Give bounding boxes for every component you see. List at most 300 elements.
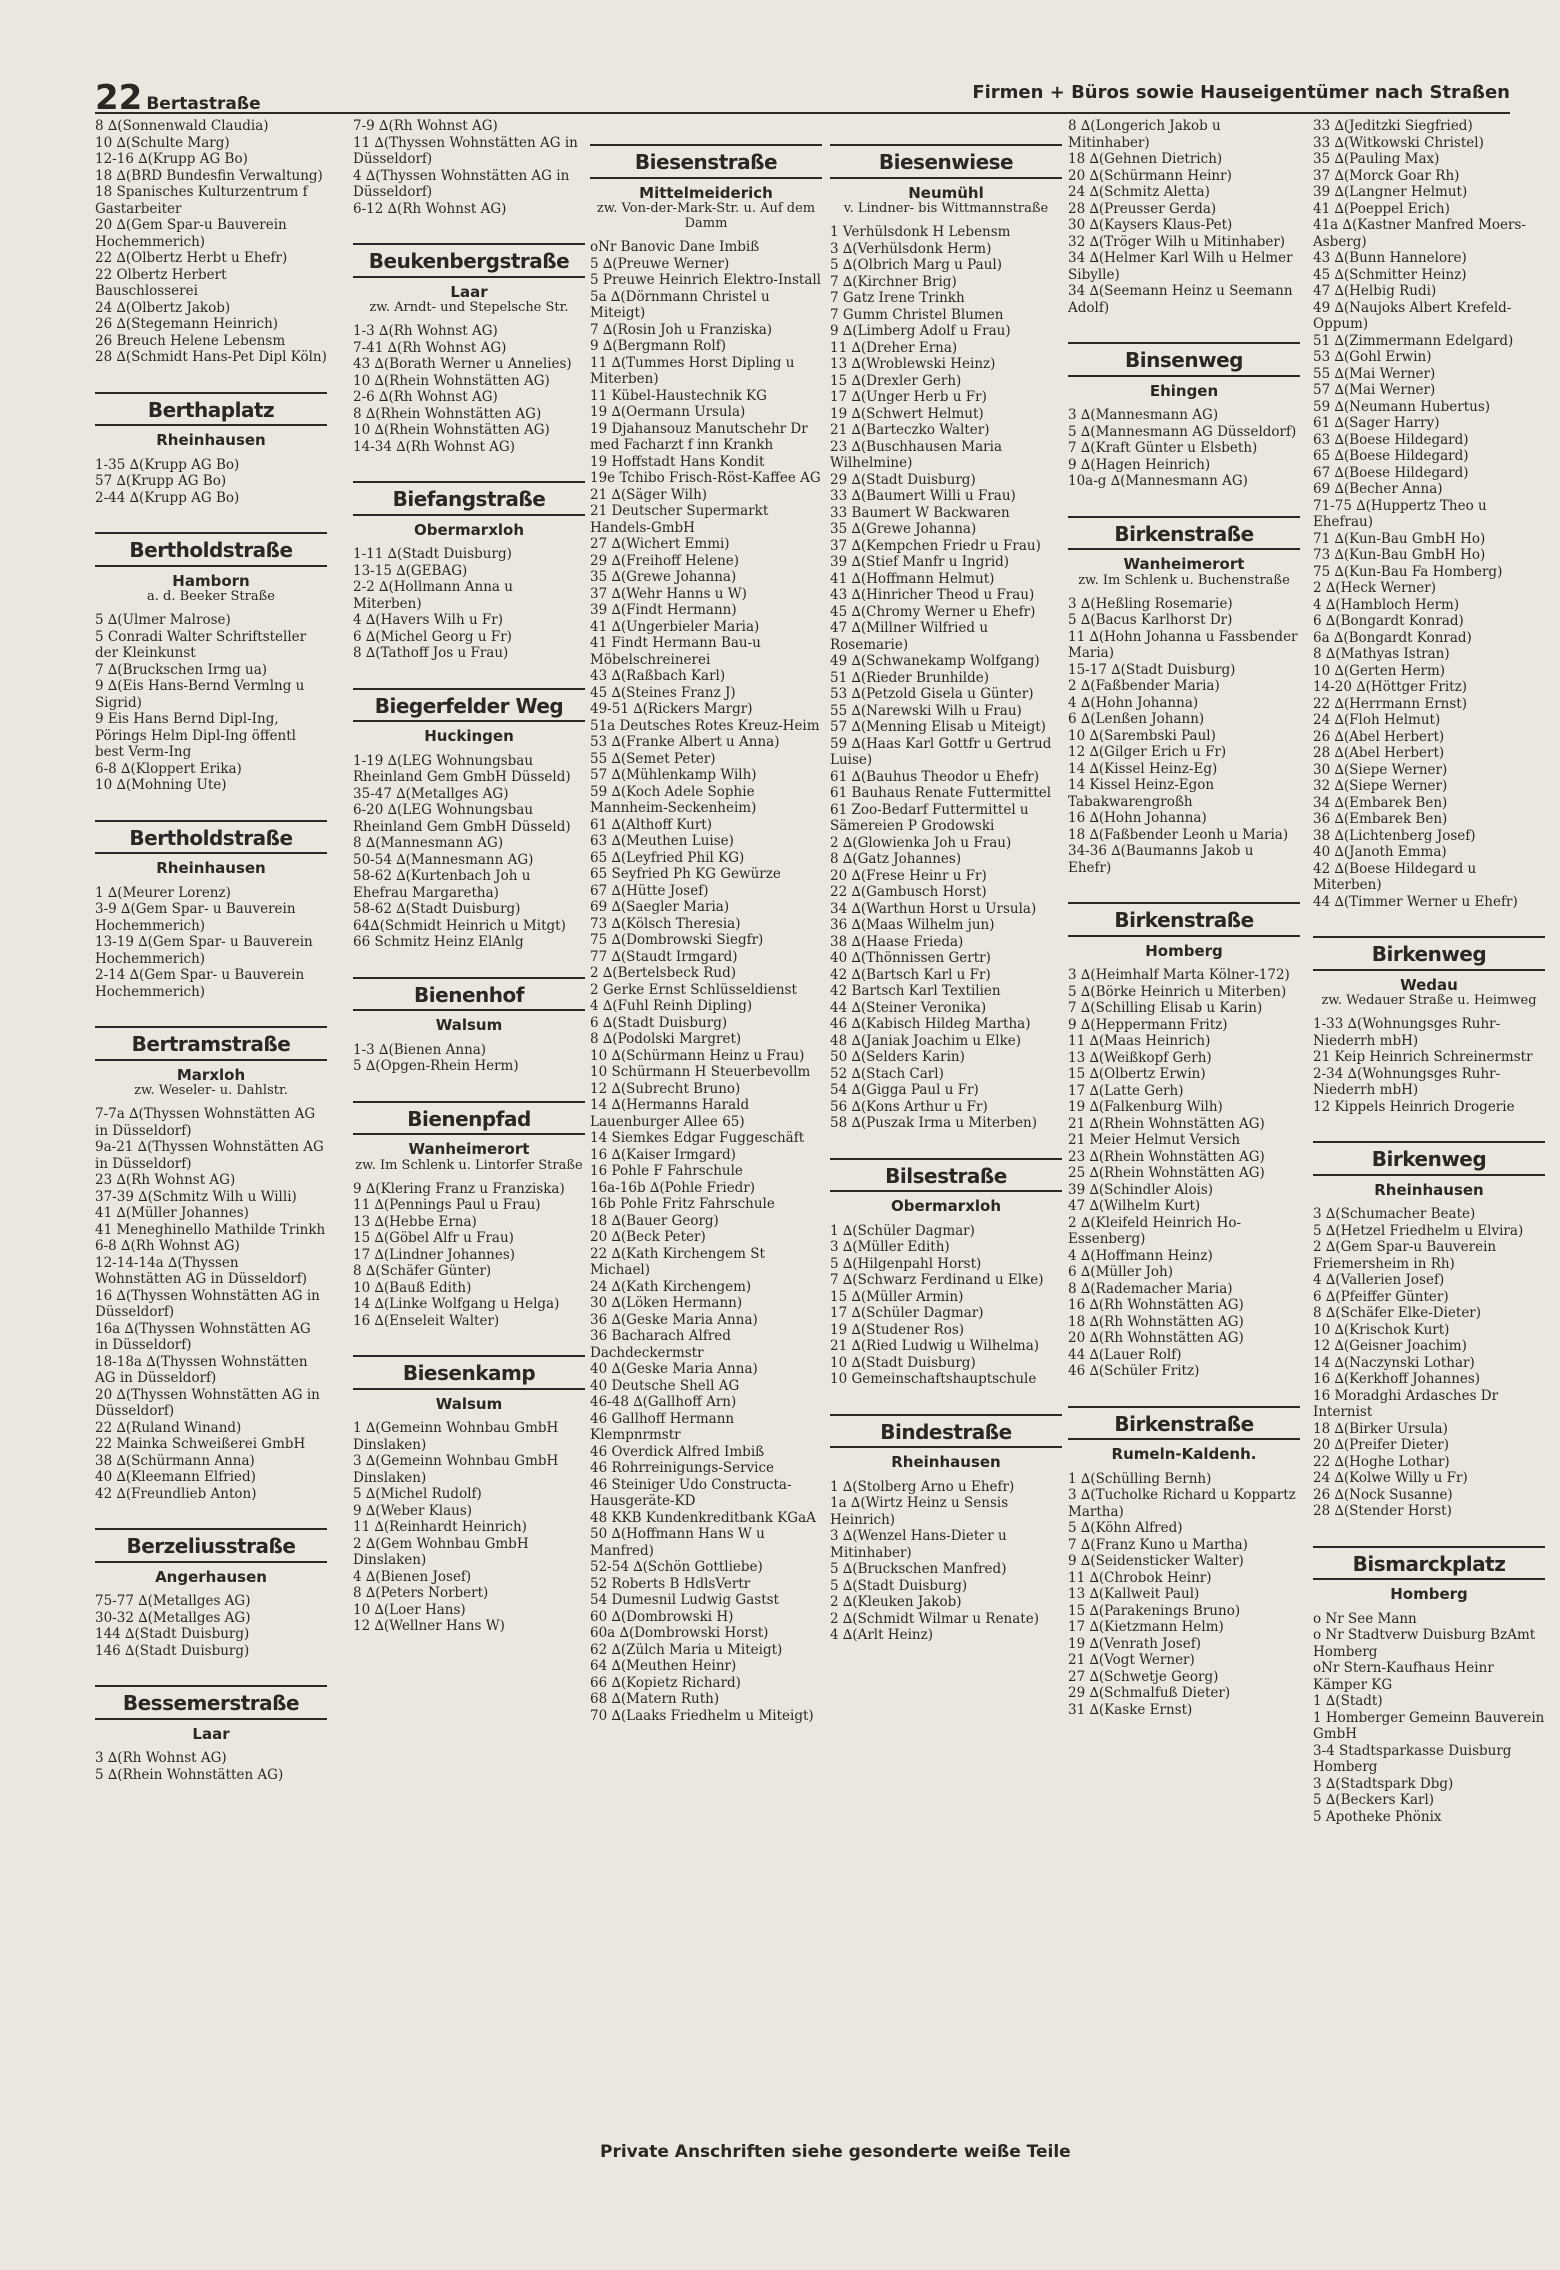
street-title: Birkenstraße [1068, 1406, 1300, 1441]
directory-entry: 7 Gatz Irene Trinkh [830, 290, 965, 306]
directory-entry: 7 ∆(Bruckschen Irmg ua) [95, 661, 268, 678]
directory-entry: 31 ∆(Kaske Ernst) [1068, 1701, 1193, 1718]
directory-entry: 18-18a ∆(Thyssen Wohnstätten AG in Düsseldorf) [95, 1353, 308, 1386]
directory-entry: 18 Spanisches Kulturzentrum f Gastarbeiter [95, 184, 308, 217]
directory-entry: 61 ∆(Bauhus Theodor u Ehefr) [830, 768, 1040, 785]
directory-entry: 41a ∆(Kastner Manfred Moers-Asberg) [1313, 217, 1526, 250]
directory-entry: 10 ∆(Bauß Edith) [353, 1279, 472, 1296]
spacer [95, 449, 327, 457]
directory-entry: 40 ∆(Thönnissen Gertr) [830, 950, 991, 966]
directory-entry: 46-48 ∆(Gallhoff Arn) [590, 1394, 737, 1410]
column [1313, 118, 1545, 1831]
directory-entry: 14-20 ∆(Höttger Fritz) [1313, 679, 1467, 695]
directory-entry: 4 ∆(Hohn Johanna) [1068, 694, 1199, 711]
directory-entry: 67 ∆(Hütte Josef) [590, 882, 709, 899]
directory-entry: 42 Bartsch Karl Textilien [830, 983, 1001, 999]
directory-entry: oNr Stern-Kaufhaus Heinr Kämper KG [1313, 1660, 1494, 1693]
directory-entry: 36 ∆(Geske Maria Anna) [590, 1311, 758, 1328]
street-title: Beukenbergstraße [353, 243, 585, 278]
directory-entry: 45 ∆(Chromy Werner u Ehefr) [830, 603, 1036, 620]
directory-entry: 26 ∆(Nock Susanne) [1313, 1486, 1453, 1503]
directory-entry: 30 ∆(Kaysers Klaus-Pet) [1068, 217, 1233, 233]
directory-entry: 14 Kissel Heinz-Egon Tabakwarengroßh [1068, 777, 1215, 810]
street-block [353, 481, 585, 662]
directory-entry: 18 ∆(Rh Wohnstätten AG) [1068, 1313, 1244, 1330]
spacer [353, 745, 585, 753]
street-block [590, 144, 822, 1724]
street-title: Biesenwiese [830, 144, 1062, 179]
directory-entry: 35 ∆(Pauling Max) [1313, 151, 1440, 167]
directory-entry: 11 ∆(Reinhardt Heinrich) [353, 1519, 527, 1535]
directory-entry: 75 ∆(Dombrowski Siegfr) [590, 932, 764, 948]
street-range: a. d. Beeker Straße [147, 589, 275, 604]
directory-entry: 20 ∆(Gem Spar-u Bauverein Hochemmerich) [95, 217, 287, 250]
directory-entry: 17 ∆(Schüler Dagmar) [830, 1305, 984, 1321]
directory-entry: 20 ∆(Frese Heinr u Fr) [830, 867, 987, 884]
directory-entry: 15 ∆(Olbertz Erwin) [1068, 1066, 1206, 1082]
directory-entry: 21 ∆(Säger Wilh) [590, 486, 708, 503]
street-range: zw. Von-der-Mark-Str. u. Auf dem Damm [596, 201, 816, 231]
directory-entry: 41 ∆(Ungerbieler Maria) [590, 618, 760, 635]
directory-entry: 13 ∆(Wroblewski Heinz) [830, 356, 996, 372]
directory-entry: 2 ∆(Schmidt Wilmar u Renate) [830, 1610, 1039, 1627]
district-name: Walsum [435, 1394, 503, 1413]
street-block [95, 532, 327, 794]
directory-entry: 9 ∆(Klering Franz u Franziska) [353, 1180, 565, 1197]
directory-entry: 3 ∆(Heimhalf Marta Kölner-172) [1068, 967, 1290, 983]
directory-entry: 3 ∆(Gemeinn Wohnbau GmbH Dinslaken) [353, 1453, 559, 1486]
directory-entry: 1 Verhülsdonk H Lebensm [830, 224, 1011, 240]
directory-entry: 60a ∆(Dombrowski Horst) [590, 1625, 769, 1641]
directory-entry: 1 ∆(Meurer Lorenz) [95, 884, 231, 901]
directory-entry: 10 Gemeinschaftshauptschule [830, 1371, 1037, 1387]
street-title: Birkenstraße [1068, 902, 1300, 937]
directory-entry: 71 ∆(Kun-Bau GmbH Ho) [1313, 530, 1486, 547]
spacer [830, 1215, 1062, 1223]
directory-entry: 5a ∆(Dörnmann Christel u Miteigt) [590, 288, 770, 321]
directory-entry: 12 ∆(Geisner Joachim) [1313, 1338, 1467, 1354]
directory-entry: 21 Deutscher Supermarkt Handels-GmbH [590, 503, 769, 536]
directory-entry: 28 ∆(Preusser Gerda) [1068, 200, 1217, 217]
directory-entry: 5 ∆(Olbrich Marg u Paul) [830, 257, 1002, 273]
directory-entry: 14 ∆(Kissel Heinz-Eg) [1068, 760, 1218, 777]
directory-entry: 7 Gumm Christel Blumen [830, 306, 1004, 323]
street-block [353, 118, 585, 217]
district-name: Neumühl [908, 183, 984, 202]
directory-entry: 5 ∆(Preuwe Werner) [590, 255, 730, 272]
directory-entry: 2 ∆(Glowienka Joh u Frau) [830, 834, 1012, 851]
district-name: Obermarxloh [413, 520, 524, 539]
directory-entry: 1-3 ∆(Bienen Anna) [353, 1041, 487, 1058]
directory-entry: 53 ∆(Petzold Gisela u Günter) [830, 686, 1034, 702]
footer-note: Private Anschriften siehe gesonderte weiße Teile [600, 2142, 1071, 2162]
directory-entry: 7-41 ∆(Rh Wohnst AG) [353, 339, 507, 356]
directory-entry: 24 ∆(Floh Helmut) [1313, 712, 1441, 728]
directory-entry: 51 ∆(Zimmermann Edelgard) [1313, 332, 1514, 349]
directory-entry: 66 Schmitz Heinz ElAnlg [353, 934, 524, 950]
directory-entry: 46 Gallhoff Hermann Klempnrmstr [590, 1410, 735, 1443]
directory-entry: 19 Djahansouz Manutschehr Dr med Facharzt f inn Krankh [590, 420, 808, 453]
directory-entry: 19 ∆(Venrath Josef) [1068, 1635, 1201, 1652]
directory-entry: 1-19 ∆(LEG Wohnungsbau Rheinland Gem GmbH Düsseld) [353, 752, 571, 785]
directory-entry: 15 ∆(Müller Armin) [830, 1288, 964, 1305]
street-title: Bertholdstraße [95, 532, 327, 567]
district-name: Obermarxloh [890, 1197, 1001, 1215]
street-title: Bienenhof [353, 977, 585, 1012]
directory-entry: 9 ∆(Hagen Heinrich) [1068, 456, 1211, 473]
directory-entry: 16 ∆(Rh Wohnstätten AG) [1068, 1297, 1244, 1313]
directory-entry: 6a ∆(Bongardt Konrad) [1313, 629, 1472, 646]
directory-entry: 8 ∆(Sonnenwald Claudia) [95, 118, 269, 134]
directory-entry: 26 ∆(Abel Herbert) [1313, 728, 1445, 745]
directory-entry: 16a-16b ∆(Pohle Friedr) [590, 1179, 756, 1196]
directory-entry: 6 ∆(Müller Joh) [1068, 1264, 1173, 1280]
spacer [95, 1585, 327, 1593]
directory-entry: 7-9 ∆(Rh Wohnst AG) [353, 118, 498, 134]
directory-entry: 1a ∆(Wirtz Heinz u Sensis Heinrich) [830, 1495, 1009, 1528]
directory-entry: 8 ∆(Mathyas Istran) [1313, 646, 1450, 662]
street-block [353, 977, 585, 1075]
street-block [353, 1101, 585, 1330]
spacer [1313, 1198, 1545, 1206]
directory-entry: 8 ∆(Rhein Wohnstätten AG) [353, 405, 542, 422]
directory-entry: 60 ∆(Dombrowski H) [590, 1608, 734, 1625]
directory-entry: 3 ∆(Mannesmann AG) [1068, 407, 1219, 423]
directory-entry: 21 ∆(Barteczko Walter) [830, 422, 990, 438]
directory-entry: 63 ∆(Meuthen Luise) [590, 833, 734, 849]
street-title: Bertholdstraße [95, 820, 327, 855]
directory-entry: 24 ∆(Kolwe Willy u Fr) [1313, 1470, 1468, 1486]
column [95, 118, 327, 1789]
directory-entry: 2-14 ∆(Gem Spar- u Bauverein Hochemmerich) [95, 967, 305, 1000]
directory-entry: 25 ∆(Rhein Wohnstätten AG) [1068, 1165, 1265, 1181]
directory-entry: 34 ∆(Seemann Heinz u Seemann Adolf) [1068, 283, 1293, 316]
directory-entry: 32 ∆(Siepe Werner) [1313, 778, 1448, 794]
district-name: Homberg [1390, 1585, 1468, 1603]
directory-entry: 21 ∆(Vogt Werner) [1068, 1652, 1195, 1668]
directory-entry: 35 ∆(Grewe Johanna) [590, 569, 737, 585]
directory-entry: 33 ∆(Baumert Willi u Frau) [830, 488, 1016, 504]
street-title: Birkenstraße [1068, 516, 1300, 551]
directory-entry: 62 ∆(Zülch Maria u Miteigt) [590, 1641, 783, 1658]
page-number: 22 [95, 78, 143, 118]
directory-entry: 21 ∆(Ried Ludwig u Wilhelma) [830, 1338, 1040, 1354]
directory-entry: 20 ∆(Rh Wohnstätten AG) [1068, 1330, 1244, 1346]
directory-entry: 54 Dumesnil Ludwig Gastst [590, 1592, 779, 1608]
directory-entry: 66 ∆(Kopietz Richard) [590, 1674, 741, 1691]
directory-entry: 53 ∆(Gohl Erwin) [1313, 349, 1432, 365]
directory-entry: 18 ∆(Birker Ursula) [1313, 1420, 1448, 1437]
directory-entry: 16 Pohle F Fahrschule [590, 1163, 743, 1179]
street-block [830, 144, 1062, 1132]
directory-entry: 57 ∆(Mühlenkamp Wilh) [590, 767, 757, 783]
directory-entry: 1-35 ∆(Krupp AG Bo) [95, 456, 240, 473]
directory-entry: 2 Gerke Ernst Schlüsseldienst [590, 981, 797, 998]
directory-entry: 22 ∆(Hoghe Lothar) [1313, 1453, 1450, 1470]
street-block [1313, 1141, 1545, 1520]
directory-entry: 6-8 ∆(Kloppert Erika) [95, 760, 242, 777]
directory-entry: 30 ∆(Siepe Werner) [1313, 761, 1448, 778]
directory-entry: 10 Schürmann H Steuerbevollm [590, 1064, 811, 1080]
street-title: Bindestraße [830, 1414, 1062, 1449]
directory-entry: 13 ∆(Hebbe Erna) [353, 1213, 477, 1230]
directory-entry: 17 ∆(Kietzmann Helm) [1068, 1619, 1224, 1635]
directory-entry: 11 ∆(Tummes Horst Dipling u Miterben) [590, 354, 795, 387]
directory-entry: 5 ∆(Stadt Duisburg) [830, 1577, 968, 1594]
directory-entry: 37-39 ∆(Schmitz Wilh u Willi) [95, 1188, 297, 1205]
directory-entry: 6-20 ∆(LEG Wohnungsbau Rheinland Gem GmbH Düsseld) [353, 802, 571, 835]
directory-entry: o Nr Stadtverw Duisburg BzAmt Homberg [1313, 1627, 1536, 1660]
directory-entry: 20 ∆(Thyssen Wohnstätten AG in Düsseldorf) [95, 1386, 320, 1419]
street-block [1068, 342, 1300, 490]
directory-entry: 9 ∆(Limberg Adolf u Frau) [830, 323, 1011, 339]
directory-entry: 19 ∆(Schwert Helmut) [830, 405, 984, 422]
street-block [1068, 118, 1300, 316]
directory-entry: 6-8 ∆(Rh Wohnst AG) [95, 1238, 240, 1254]
directory-entry: 4 ∆(Thyssen Wohnstätten AG in Düsseldorf) [353, 167, 570, 200]
column [353, 118, 585, 1641]
directory-entry: 49 ∆(Schwanekamp Wolfgang) [830, 653, 1040, 669]
directory-entry: 2 ∆(Bertelsbeck Rud) [590, 965, 737, 981]
street-block [95, 392, 327, 507]
directory-entry: 6 ∆(Pfeiffer Günter) [1313, 1288, 1449, 1305]
directory-entry: 12 ∆(Wellner Hans W) [353, 1618, 505, 1634]
spacer [1313, 1603, 1545, 1611]
directory-entry: 9 ∆(Seidensticker Walter) [1068, 1553, 1244, 1569]
directory-entry: 5 Preuwe Heinrich Elektro-Install [590, 272, 822, 288]
directory-entry: 23 ∆(Rhein Wohnstätten AG) [1068, 1148, 1265, 1165]
directory-entry: 10a-g ∆(Mannesmann AG) [1068, 473, 1248, 489]
directory-entry: 3-4 Stadtsparkasse Duisburg Homberg [1313, 1742, 1512, 1775]
directory-entry: 19e Tchibo Frisch-Röst-Kaffee AG [590, 470, 821, 486]
directory-entry: 8 ∆(Schäfer Günter) [353, 1263, 492, 1279]
directory-entry: 4 ∆(Hoffmann Heinz) [1068, 1247, 1213, 1264]
directory-entry: 65 Seyfried Ph KG Gewürze [590, 866, 781, 882]
directory-entry: 43 ∆(Raßbach Karl) [590, 668, 726, 684]
street-title: Birkenweg [1313, 936, 1545, 971]
directory-entry: 32 ∆(Tröger Wilh u Mitinhaber) [1068, 233, 1286, 250]
directory-entry: 69 ∆(Becher Anna) [1313, 481, 1443, 497]
street-title: Bilsestraße [830, 1158, 1062, 1193]
directory-entry: 10 ∆(Mohning Ute) [95, 777, 227, 793]
directory-entry: 14 ∆(Naczynski Lothar) [1313, 1354, 1475, 1371]
directory-entry: 9a-21 ∆(Thyssen Wohnstätten AG in Düsseldorf) [95, 1139, 324, 1172]
directory-entry: 22 Olbertz Herbert Bauschlosserei [95, 266, 227, 299]
directory-entry: 26 ∆(Stegemann Heinrich) [95, 316, 279, 332]
street-range: zw. Im Schlenk u. Buchenstraße [1078, 572, 1290, 588]
directory-entry: 3 ∆(Stadtspark Dbg) [1313, 1775, 1454, 1792]
directory-entry: 5 ∆(Bacus Karlhorst Dr) [1068, 612, 1233, 628]
directory-entry: 11 ∆(Pennings Paul u Frau) [353, 1197, 541, 1213]
page-header [0, 78, 1560, 122]
directory-entry: 21 ∆(Rhein Wohnstätten AG) [1068, 1115, 1265, 1132]
directory-entry: 22 ∆(Gambusch Horst) [830, 884, 987, 900]
directory-entry: 42 ∆(Freundlieb Anton) [95, 1485, 257, 1502]
street-title: Berthaplatz [95, 392, 327, 427]
directory-entry: 42 ∆(Bartsch Karl u Fr) [830, 966, 991, 983]
directory-entry: 73 ∆(Kölsch Theresia) [590, 915, 741, 932]
directory-entry: 5 ∆(Hilgenpahl Horst) [830, 1255, 982, 1272]
directory-entry: 57 ∆(Mai Werner) [1313, 382, 1436, 398]
street-block [1313, 936, 1545, 1115]
directory-entry: 5 ∆(Ulmer Malrose) [95, 612, 231, 628]
spacer [353, 538, 585, 546]
directory-entry: 5 ∆(Börke Heinrich u Miterben) [1068, 983, 1287, 1000]
directory-entry: 23 ∆(Buschhausen Maria Wilhelmine) [830, 438, 1002, 471]
directory-entry: 47 ∆(Helbig Rudi) [1313, 283, 1437, 299]
directory-entry: 77 ∆(Staudt Irmgard) [590, 948, 738, 965]
directory-entry: 14 Siemkes Edgar Fuggeschäft [590, 1130, 805, 1146]
directory-entry: 7 ∆(Schwarz Ferdinand u Elke) [830, 1272, 1044, 1288]
spacer [353, 1034, 585, 1042]
directory-entry: 73 ∆(Kun-Bau GmbH Ho) [1313, 547, 1486, 563]
directory-entry: 68 ∆(Matern Ruth) [590, 1691, 720, 1707]
directory-entry: 41 ∆(Poeppel Erich) [1313, 200, 1450, 217]
directory-entry: 10 ∆(Stadt Duisburg) [830, 1354, 976, 1371]
directory-entry: 75-77 ∆(Metallges AG) [95, 1593, 251, 1609]
directory-entry: 43 ∆(Bunn Hannelore) [1313, 250, 1467, 266]
directory-entry: 5 ∆(Beckers Karl) [1313, 1792, 1435, 1808]
directory-entry: 58-62 ∆(Kurtenbach Joh u Ehefrau Margaretha) [353, 868, 531, 901]
directory-entry: 41 ∆(Müller Johannes) [95, 1205, 249, 1221]
street-title: Binsenweg [1068, 342, 1300, 377]
directory-entry: 40 ∆(Janoth Emma) [1313, 844, 1447, 860]
directory-entry: 54 ∆(Gigga Paul u Fr) [830, 1082, 979, 1098]
directory-entry: 6 ∆(Michel Georg u Fr) [353, 628, 512, 645]
directory-entry: 59 ∆(Haas Karl Gottfr u Gertrud Luise) [830, 735, 1052, 768]
street-block [1068, 516, 1300, 877]
directory-entry: 40 ∆(Geske Maria Anna) [590, 1361, 758, 1377]
directory-entry: 39 ∆(Langner Helmut) [1313, 184, 1468, 200]
street-block [1068, 1406, 1300, 1719]
directory-entry: 4 ∆(Bienen Josef) [353, 1568, 472, 1585]
directory-entry: 23 ∆(Rh Wohnst AG) [95, 1172, 236, 1188]
directory-entry: 46 Steiniger Udo Constructa-Hausgeräte-KD [590, 1476, 792, 1509]
street-title: Bessemerstraße [95, 1685, 327, 1720]
directory-entry: 41 Meneghinello Mathilde Trinkh [95, 1221, 326, 1238]
directory-entry: 57 ∆(Krupp AG Bo) [95, 473, 227, 489]
directory-entry: 53 ∆(Franke Albert u Anna) [590, 734, 780, 750]
directory-entry: 65 ∆(Boese Hildegard) [1313, 448, 1469, 464]
directory-entry: 51 ∆(Rieder Brunhilde) [830, 669, 990, 686]
directory-entry: 34 ∆(Warthun Horst u Ursula) [830, 900, 1037, 917]
directory-entry: 43 ∆(Hinricher Theod u Frau) [830, 587, 1035, 603]
directory-entry: 46 Overdick Alfred Imbiß [590, 1443, 765, 1460]
street-block [95, 118, 327, 366]
directory-entry: 52 ∆(Stach Carl) [830, 1065, 944, 1082]
district-name: Rheinhausen [1374, 1180, 1484, 1199]
street-block [1068, 902, 1300, 1380]
directory-entry: 19 ∆(Oermann Ursula) [590, 404, 746, 420]
street-title: Biefangstraße [353, 481, 585, 516]
directory-entry: 36 ∆(Maas Wilhelm jun) [830, 917, 995, 933]
directory-entry: 10 ∆(Rhein Wohnstätten AG) [353, 372, 550, 389]
directory-entry: 40 Deutsche Shell AG [590, 1377, 740, 1394]
street-title: Bienenpfad [353, 1101, 585, 1136]
directory-entry: 61 Bauhaus Renate Futtermittel [830, 785, 1052, 801]
column [590, 118, 822, 1730]
directory-entry: 37 ∆(Wehr Hanns u W) [590, 585, 747, 602]
directory-entry: 7 ∆(Kraft Günter u Elsbeth) [1068, 440, 1258, 456]
directory-entry: 51a Deutsches Rotes Kreuz-Heim [590, 717, 820, 734]
directory-entry: 1 ∆(Stolberg Arno u Ehefr) [830, 1478, 1015, 1495]
directory-entry: 20 ∆(Schürmann Heinr) [1068, 167, 1232, 184]
directory-entry: 5 ∆(Köhn Alfred) [1068, 1520, 1183, 1536]
directory-entry: 29 ∆(Schmalfuß Dieter) [1068, 1685, 1231, 1701]
district-name: Marxloh [176, 1065, 246, 1084]
street-title: Biesenkamp [353, 1355, 585, 1390]
directory-entry: 58 ∆(Puszak Irma u Miterben) [830, 1115, 1038, 1131]
directory-entry: 18 ∆(BRD Bundesfin Verwaltung) [95, 167, 323, 184]
directory-entry: 1-33 ∆(Wohnungsges Ruhr-Niederrh mbH) [1313, 1016, 1501, 1049]
directory-entry: 2 ∆(Heck Werner) [1313, 580, 1436, 596]
spacer [353, 1412, 585, 1420]
directory-entry: 8 ∆(Longerich Jakob u Mitinhaber) [1068, 118, 1221, 151]
directory-entry: 71-75 ∆(Huppertz Theo u Ehefrau) [1313, 497, 1487, 530]
spacer [1068, 399, 1300, 407]
directory-entry: 41 ∆(Hoffmann Helmut) [830, 570, 995, 587]
directory-entry: 45 ∆(Schmitter Heinz) [1313, 266, 1467, 283]
district-name: Rheinhausen [156, 859, 266, 877]
directory-entry: 37 ∆(Morck Goar Rh) [1313, 167, 1460, 184]
district-name: Laar [450, 282, 488, 301]
directory-entry: 3 ∆(Tucholke Richard u Koppartz Martha) [1068, 1487, 1296, 1520]
directory-entry: 27 ∆(Schwetje Georg) [1068, 1668, 1219, 1685]
directory-entry: 63 ∆(Boese Hildegard) [1313, 431, 1469, 448]
directory-entry: 18 ∆(Bauer Georg) [590, 1212, 719, 1229]
district-name: Rumeln-Kaldenh. [1111, 1445, 1257, 1463]
directory-entry: 4 ∆(Havers Wilh u Fr) [353, 612, 504, 628]
directory-entry: 1 ∆(Stadt) [1313, 1693, 1383, 1709]
directory-entry: 12 ∆(Subrecht Bruno) [590, 1080, 741, 1097]
directory-entry: 59 ∆(Neumann Hubertus) [1313, 398, 1491, 415]
directory-entry: 61 ∆(Sager Harry) [1313, 415, 1440, 431]
street-block [830, 1158, 1062, 1388]
directory-entry: 9 ∆(Bergmann Rolf) [590, 338, 726, 354]
directory-entry: 44 ∆(Steiner Veronika) [830, 999, 987, 1016]
district-name: Laar [192, 1724, 230, 1743]
district-name: Wedau [1400, 975, 1458, 994]
directory-entry: 5 ∆(Hetzel Friedhelm u Elvira) [1313, 1222, 1524, 1239]
directory-entry: 4 ∆(Fuhl Reinh Dipling) [590, 998, 753, 1014]
street-title: Biesenstraße [590, 144, 822, 179]
district-name: Walsum [435, 1016, 503, 1034]
directory-entry: 28 ∆(Schmidt Hans-Pet Dipl Köln) [95, 349, 327, 365]
directory-entry: 6-12 ∆(Rh Wohnst AG) [353, 200, 507, 217]
directory-entry: 12 Kippels Heinrich Drogerie [1313, 1098, 1515, 1115]
directory-entry: 50 ∆(Hoffmann Hans W u Manfred) [590, 1526, 765, 1559]
directory-entry: 8 ∆(Rademacher Maria) [1068, 1280, 1233, 1297]
spacer [1068, 1463, 1300, 1471]
street-block [353, 1355, 585, 1635]
directory-entry: 69 ∆(Saegler Maria) [590, 899, 730, 915]
directory-entry: 48 ∆(Janiak Joachim u Elke) [830, 1032, 1022, 1049]
directory-entry: 65 ∆(Leyfried Phil KG) [590, 849, 745, 866]
directory-entry: 22 ∆(Olbertz Herbt u Ehefr) [95, 250, 288, 266]
directory-entry: 15 ∆(Drexler Gerh) [830, 372, 962, 389]
directory-entry: 6 ∆(Bongardt Konrad) [1313, 613, 1464, 629]
directory-entry: 9 ∆(Weber Klaus) [353, 1502, 473, 1519]
directory-entry: 8 ∆(Podolski Margret) [590, 1031, 742, 1047]
directory-entry: 16 Moradghi Ardasches Dr Internist [1313, 1387, 1499, 1420]
directory-entry: 19 ∆(Falkenburg Wilh) [1068, 1099, 1223, 1115]
directory-entry: 50 ∆(Selders Karin) [830, 1049, 965, 1065]
directory-entry: 144 ∆(Stadt Duisburg) [95, 1626, 250, 1642]
directory-entry: 11 ∆(Thyssen Wohnstätten AG in Düsseldorf) [353, 134, 578, 167]
directory-entry: 1 ∆(Schülling Bernh) [1068, 1470, 1212, 1487]
directory-entry: 38 ∆(Schürmann Anna) [95, 1452, 255, 1469]
directory-entry: o Nr See Mann [1313, 1610, 1417, 1627]
